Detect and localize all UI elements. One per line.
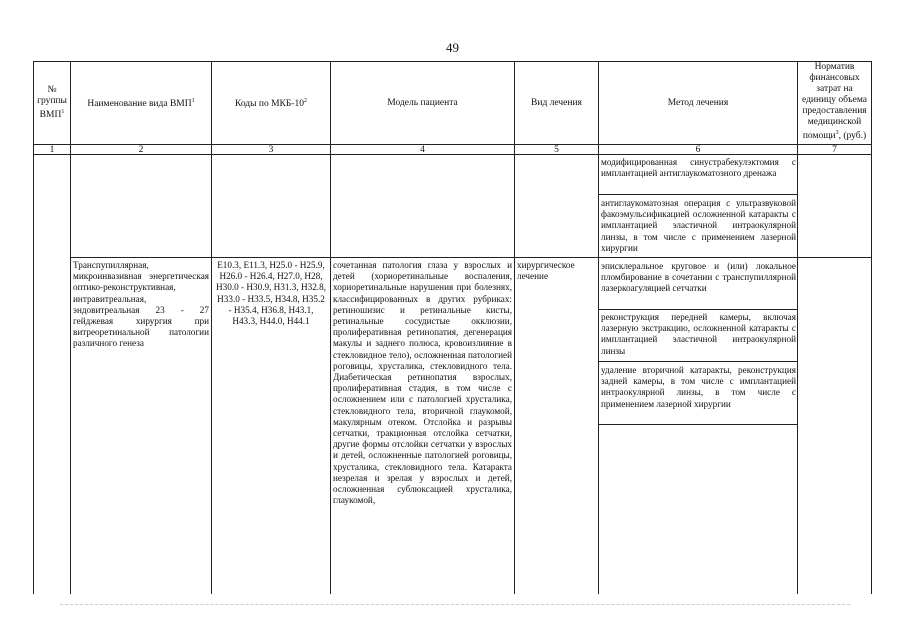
method-item: удаление вторичной катаракты, реконструкция задней камеры, в том числе с имплантацией интраокулярной линзы, в том числе с применением лазерной хирургии <box>601 365 796 409</box>
col-divider <box>211 154 212 594</box>
treatment-type-cell: хирургическое лечение <box>517 260 575 282</box>
header-treatment-method <box>598 61 798 145</box>
header-mkb-codes <box>211 61 331 145</box>
method-item: эписклеральное круговое и (или) локальное пломбирование в сочетании с транспупиллярной лазеркоагуляцией сетчатки <box>601 261 796 294</box>
patient-model-cell: сочетанная патология глаза у взрослых и детей (хориоретинальные воспаления, хориоретинальные нарушения при болезнях, классифицированных в других рубриках: ретиношизис и ретинальные кисты, ретинальные сосудистые окклюзии, пролиферативная ретинопатия, дегенерация макулы и заднего полюса, кровоизлияние в стекловидное тело), осложненная патологией роговицы, хрусталика, стекловидного тела. Диабетическая ретинопатия взрослых, пролиферативная стадия, в том числе с осложнением или с патологией хрусталика, стекловидного тела, вторичной глаукомой, макулярным отеком. Отслойка и разрывы сетчатки, тракционная отслойка сетчатки, другие формы отслойки сетчатки у взрослых и детей, осложненные патологией роговицы, хрусталика, стекловидного тела. Катаракта незрелая и зрелая у взрослых и детей, осложненная сублюксацией хрусталика, глаукомой, <box>333 260 512 506</box>
header-patient-model-label: Модель пациента <box>387 97 458 108</box>
vmp-name-cell: Транспупиллярная, микроинвазивная энергетическая оптико-реконструктивная, интравитреальная, эндовитреальная 23 - 27 гейджевая хирургия при витреоретинальной патологии различного генеза <box>73 260 209 349</box>
method-item: антиглаукоматозная операция с ультразвуковой факоэмульсификацией осложненной катаракты с имплантацией эластичной интраокулярной линзы, в том числе с применением лазерной хирургии <box>601 198 796 253</box>
col-divider <box>70 154 71 594</box>
header-norm-sup: 3 <box>835 129 839 136</box>
col-number-3: 3 <box>211 144 331 155</box>
page-edge-line <box>60 604 850 605</box>
page-number: 49 <box>446 40 459 55</box>
method-item: модифицированная синустрабекулэктомия с имплантацией антиглаукоматозного дренажа <box>601 157 796 179</box>
mkb-codes-cell: E10.3, E11.3, H25.0 - H25.9, H26.0 - H26.4, H27.0, H28, H30.0 - H30.9, H31.3, H32.8, H33.0 - H33.5, H34.8, H35.2 - H35.4, H36.8, H43.1, H43.3, H44.0, H44.1 <box>216 260 326 327</box>
col-number-6: 6 <box>598 144 798 155</box>
header-treatment-method-label: Метод лечения <box>667 97 729 108</box>
col-divider <box>514 154 515 594</box>
header-group-no-label: № группы ВМП <box>37 84 67 121</box>
header-vmp-name-sup: 1 <box>191 97 195 104</box>
col-divider <box>330 154 331 594</box>
header-vmp-name-label: Наименование вида ВМП <box>87 99 192 110</box>
col-divider <box>33 154 34 594</box>
header-mkb-codes-label: Коды по МКБ-10 <box>234 99 305 110</box>
col-number-7: 7 <box>797 144 872 155</box>
col-number-4: 4 <box>330 144 515 155</box>
header-norm-unit: , (руб.) <box>838 131 867 141</box>
header-treatment-type <box>514 61 599 145</box>
col-number-1: 1 <box>33 144 71 155</box>
method-divider <box>598 424 798 425</box>
method-divider <box>598 309 798 310</box>
col-divider <box>871 154 872 594</box>
header-mkb-codes-sup: 2 <box>304 97 308 104</box>
col-divider <box>797 154 798 594</box>
header-norm <box>797 61 872 145</box>
header-group-no <box>33 61 71 145</box>
row-divider <box>70 257 872 258</box>
header-norm-label: Норматив финансовых затрат на единицу объема предоставления медицинской помощи <box>801 61 868 141</box>
method-divider <box>598 194 798 195</box>
header-treatment-type-label: Вид лечения <box>531 97 582 108</box>
method-divider <box>598 361 798 362</box>
col-divider <box>598 154 599 594</box>
col-number-2: 2 <box>70 144 212 155</box>
header-vmp-name <box>70 61 212 145</box>
header-group-no-sup: 1 <box>61 108 65 115</box>
method-item: реконструкция передней камеры, включая лазерную экстракцию, осложненной катаракты с имплантацией эластичной интраокулярной линзы <box>601 312 796 356</box>
header-patient-model <box>330 61 515 145</box>
col-number-5: 5 <box>514 144 599 155</box>
